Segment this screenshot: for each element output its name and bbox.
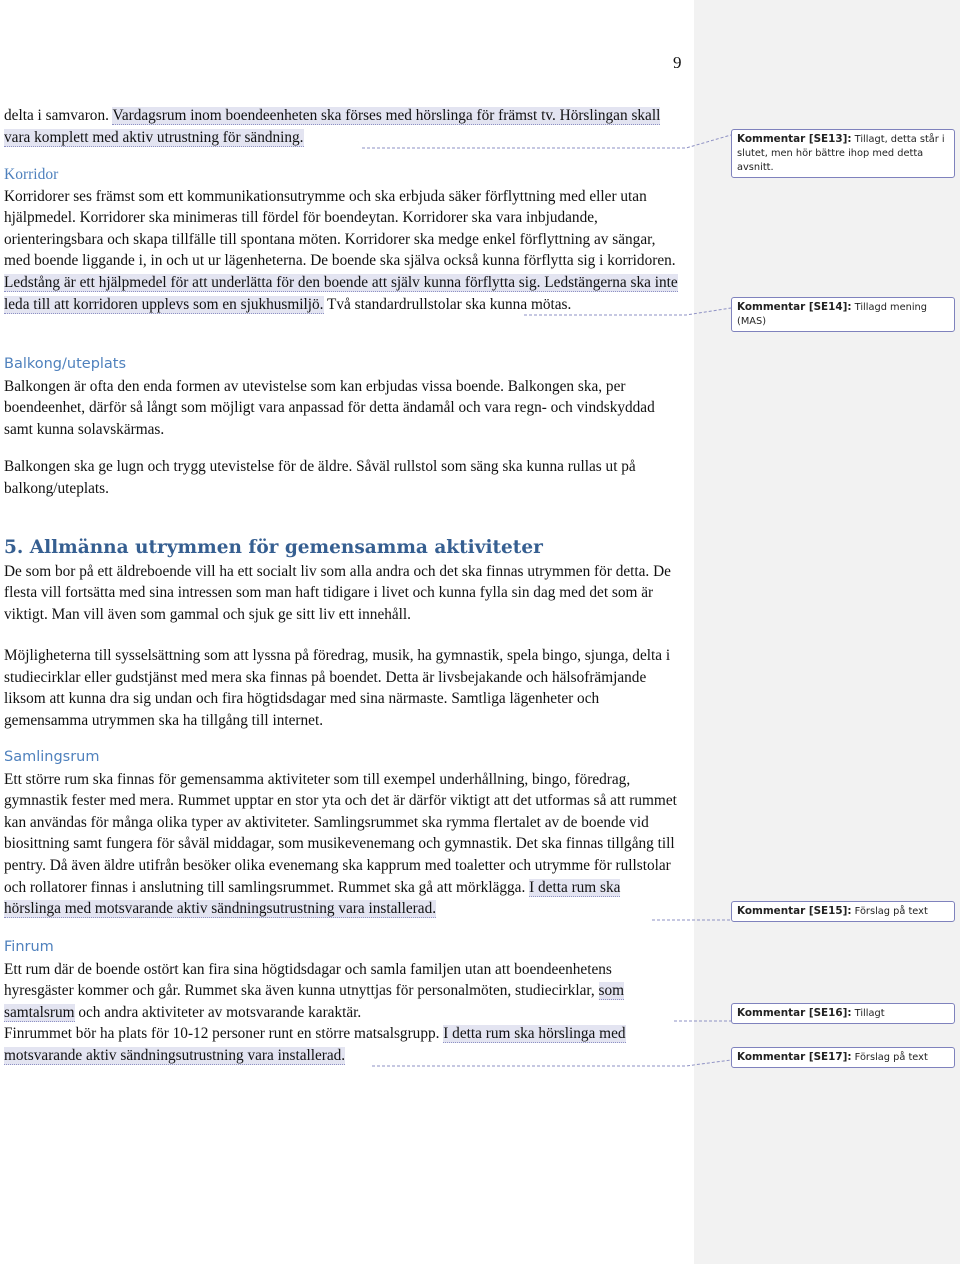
heading-korridor: Korridor: [4, 166, 59, 183]
comment-text: Tillagt: [854, 1008, 885, 1019]
comment-label: Kommentar [SE16]:: [737, 1007, 852, 1019]
paragraph-balkong-1: Balkongen är ofta den enda formen av utevistelse som kan erbjudas vissa boende. Balkongen ska, per boendeenhet, därför så långt som möjligt vara anpassad för detta ändamål och vara regn- och vindskyddad samt kunna solavskärmas.: [4, 377, 655, 438]
section-korridor: [4, 164, 680, 315]
paragraph-section5-2: Möjligheterna till sysselsättning som att lyssna på föredrag, musik, ha gymnastik, spela bingo, sjunga, delta i studiecirklar eller gudstjänst med mera ska finnas på boendet. Detta är livsbejakande och hälsofrämjande liksom att kunna dra sig undan och fira högtidsdagar med sina närmaste. Samtliga lägenheter och gemensamma utrymmen ska ha tillgång till internet.: [4, 647, 671, 729]
highlighted-text-se15[interactable]: I detta rum ska hörslinga med motsvarande aktiv sändningsutrustning vara installerad.: [4, 878, 621, 918]
paragraph-balkong-2: Balkongen ska ge lugn och trygg utevistelse för de äldre. Såväl rullstol som säng ska kunna rullas ut på balkong/uteplats.: [4, 458, 636, 497]
comment-se15[interactable]: [731, 901, 955, 922]
comment-label: Kommentar [SE17]:: [737, 1051, 852, 1063]
comment-se17[interactable]: [731, 1047, 955, 1068]
paragraph-vardagsrum: [4, 105, 680, 148]
comment-se14[interactable]: [731, 297, 955, 332]
comment-label: Kommentar [SE15]:: [737, 905, 852, 917]
heading-samlingsrum: Samlingsrum: [4, 749, 100, 765]
highlighted-text-se14[interactable]: Ledstång är ett hjälpmedel för att underlätta för den boende att själv kunna förflytta sig. Ledstängerna ska inte leda till att korridoren upplevs som en sjukhusmiljö.: [4, 273, 678, 313]
paragraph-section5-1: De som bor på ett äldreboende vill ha ett socialt liv som alla andra och det ska finnas utrymmen för detta. De flesta vill fortsätta med sina intressen som man haft tidigare i livet och kunna fylla sin dag med det som är viktigt. Man vill även som gammal och sjuk ge sitt liv ett innehåll.: [4, 562, 671, 623]
paragraph-text: Två standardrullstolar ska kunna mötas.: [323, 295, 572, 313]
section-balkong-2: [4, 456, 680, 499]
heading-finrum: Finrum: [4, 939, 54, 955]
comment-text: Tillagd mening (MAS): [737, 302, 927, 327]
comment-text: Förslag på text: [854, 906, 928, 917]
comment-se13[interactable]: [731, 129, 955, 178]
comment-label: Kommentar [SE13]:: [737, 133, 852, 145]
highlighted-text-se16[interactable]: som samtalsrum: [4, 982, 625, 1021]
comment-label: Kommentar [SE14]:: [737, 301, 852, 313]
section-finrum: [4, 937, 680, 1067]
comment-se16[interactable]: [731, 1003, 955, 1024]
paragraph-text: Finrummet bör ha plats för 10-12 personer runt en större matsalsgrupp.: [4, 1025, 444, 1043]
section-5: [4, 537, 680, 625]
paragraph-text: och andra aktiviteter av motsvarande karaktär.: [74, 1003, 362, 1021]
comment-margin-pane: [694, 0, 960, 1264]
page-number: 9: [673, 53, 682, 72]
paragraph-text: delta i samvaron.: [4, 107, 113, 124]
comment-text: Tillagt, detta står i slutet, men hör bättre ihop med detta avsnitt.: [737, 134, 945, 173]
highlighted-text-se13[interactable]: Vardagsrum inom boendeenheten ska förses med hörslinga för främst tv. Hörslingan skall vara komplett med aktiv utrustning för sändning.: [4, 107, 661, 146]
paragraph-text: Ett större rum ska finnas för gemensamma aktiviteter som till exempel underhållning, bingo, föredrag, gymnastik fester med mera. Rummet upptar en stor yta och det är därför viktigt att det utformas så att rummet kan användas för många olika typer av aktiviteter. Samlingsrummet ska rymma flertalet av de boende vid biosittning samt fungera för såväl middagar, som musikevenemang och gymnastik. Det ska finnas tillgång till pentry. Då även äldre utifrån besöker olika evenemang ska kapprum med toaletter och utrymme för rullstolar och rollatorer finnas i anslutning till samlingsrummet. Rummet ska gå att mörklägga.: [4, 770, 677, 896]
section-balkong: [4, 354, 680, 440]
paragraph-text: Korridorer ses främst som ett kommunikationsutrymme och ska erbjuda säker förflyttning med eller utan hjälpmedel. Korridorer ska minimeras till fördel för boendeytan. Korridorer ska vara inbjudande, orienteringsbara och skapa tillfälle till spontana möten. Korridorer ska medge enkel förflyttning av sängar, med boende liggande i, in och ut ur lägenheterna. De boende ska själva också kunna förflytta sig i korridoren.: [4, 187, 676, 270]
heading-section-5: 5. Allmänna utrymmen för gemensamma aktiviteter: [4, 537, 543, 558]
section-samlingsrum: [4, 747, 680, 920]
heading-balkong: Balkong/uteplats: [4, 356, 127, 372]
highlighted-text-se17[interactable]: I detta rum ska hörslinga med motsvarande aktiv sändningsutrustning vara installerad.: [4, 1025, 626, 1064]
section-5-part2: [4, 645, 680, 731]
comment-text: Förslag på text: [854, 1052, 928, 1063]
paragraph-text: Ett rum där de boende ostört kan fira sina högtidsdagar och samla familjen utan att boendeenhetens hyresgäster kommer och går. Rummet ska även kunna utnyttjas för personalmöten, studiecirklar,: [4, 960, 612, 1000]
